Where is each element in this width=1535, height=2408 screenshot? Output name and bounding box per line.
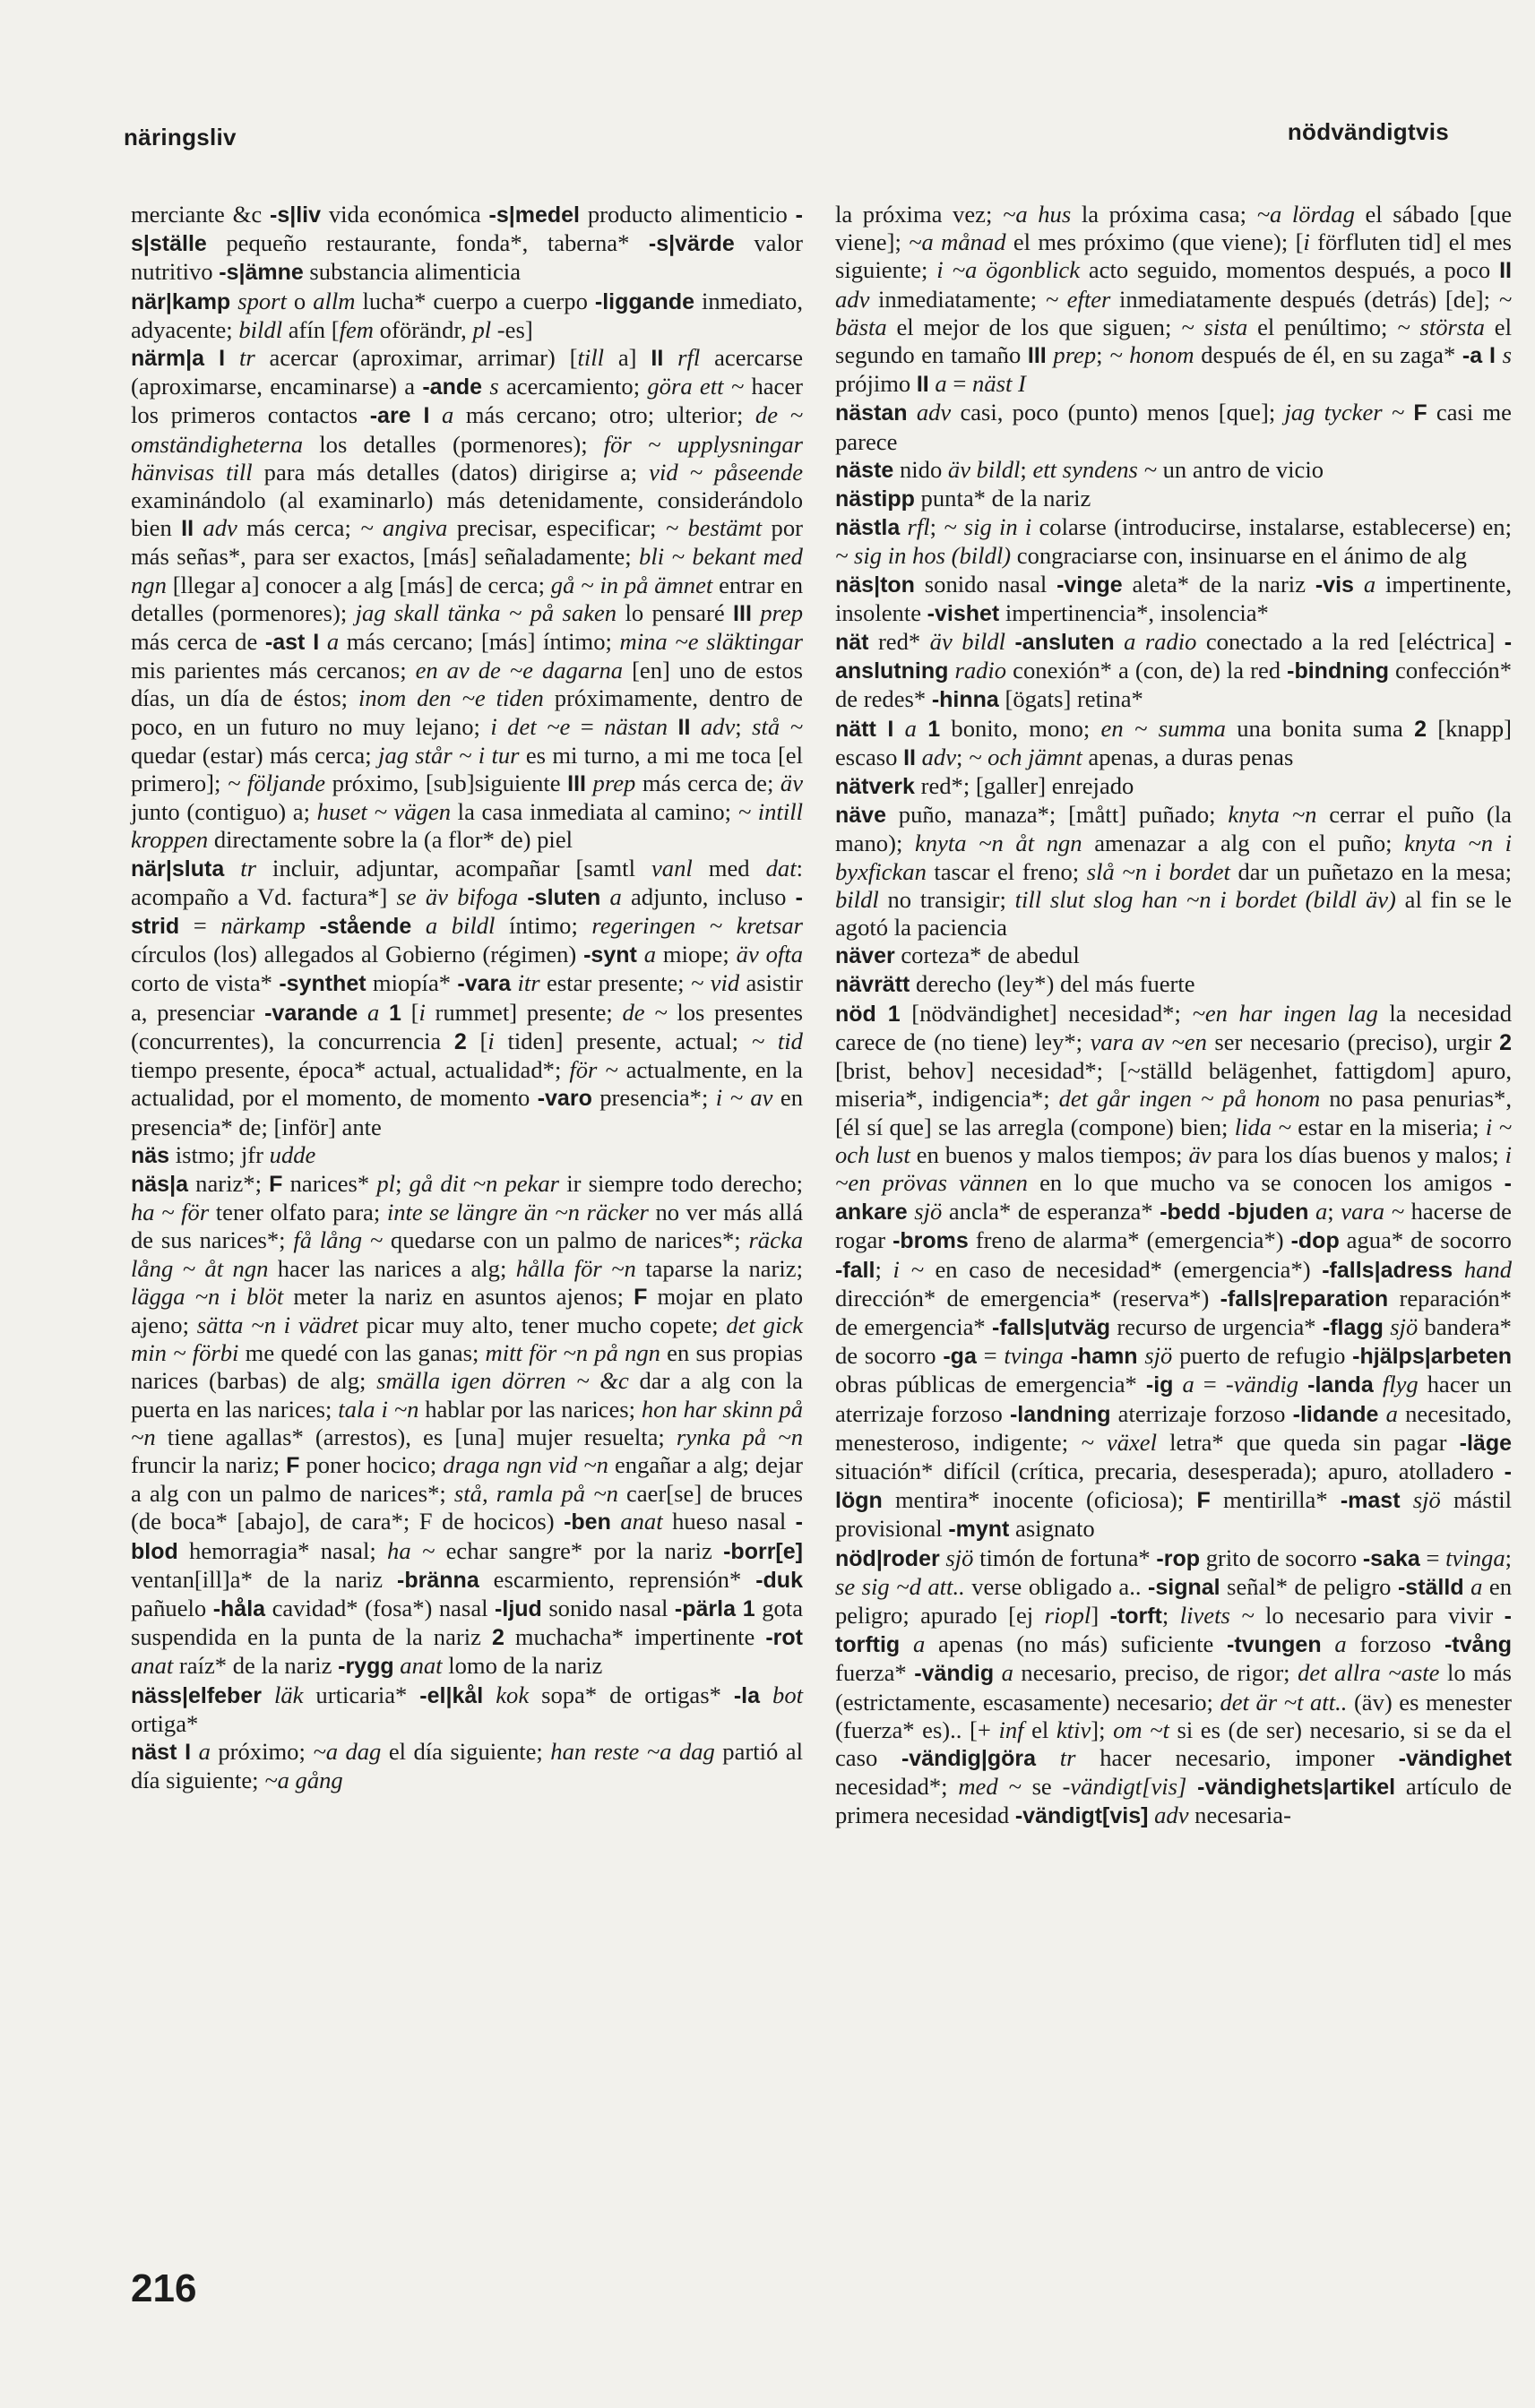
dictionary-entry: nävrätt derecho (ley*) del más fuerte [835, 970, 1195, 998]
dictionary-entry: nästla rfl; ~ sig in i colarse (introducirse, instalarse, establecerse) en; ~ sig in hos (bildl) congraciarse con, insinuarse en el ánimo de alg [835, 513, 1512, 570]
dictionary-entry: nästipp punta* de la nariz [835, 485, 1091, 512]
dictionary-entry: nöd|roder sjö timón de fortuna* -rop grito de socorro -saka = tvinga; se sig ~d att.. verse obligado a.. -signal señal* de peligro -ställd a en peligro; apurado [ej riopl] -torft; livets ~ lo necesario para vivir -torftig a apenas (no más) suficiente -tvungen a forzoso -tvång fuerza* -vändig a necesario, preciso, de rigor; det allra ~aste lo más (estrictamente, escasamente) necesario; det är ~t att.. (äv) es menester (fuerza* es).. [+ inf el ktiv]; om ~t si es (de ser) necesario, si se da el caso -vändig|göra tr hacer necesario, imponer -vändighet necesidad*; med ~ se -vändigt[vis] -vändighets|artikel artículo de primera necesidad -vändigt[vis] adv necesaria- [835, 1544, 1513, 1829]
dictionary-entry: näs istmo; jfr udde [131, 1140, 316, 1168]
dictionary-entry: när|kamp sport o allm lucha* cuerpo a cuerpo -liggande inmediato, adyacente; bildl afín [fem oförändr, pl -es] [131, 287, 803, 343]
right-column [835, 201, 1512, 1831]
dictionary-entry: nästan adv casi, poco (punto) menos [que]; jag tycker ~ F casi me parece [835, 399, 1512, 455]
page-number: 216 [131, 2266, 197, 2310]
dictionary-entry: näver corteza* de abedul [835, 942, 1080, 969]
dictionary-entry: la próxima vez; ~a hus la próxima casa; ~a lördag el sábado [que viene]; ~a månad el mes próximo (que viene); [i förfluten tid] el mes siguiente; i ~a ögonblick acto seguido, momentos después, a poco II adv inmediatamente; ~ efter inmediatamente después (detrás) [de]; ~ bästa el mejor de los que siguen; ~ sista el penúltimo; ~ största el segundo en tamaño III prep; ~ honom después de él, en su zaga* -a I s prójimo II a = näst I [835, 201, 1513, 398]
dictionary-entry: näs|a nariz*; F narices* pl; gå dit ~n pekar ir siempre todo derecho; ha ~ för tener olfato para; inte se längre än ~n räcker no ver más allá de sus narices*; få lång ~ quedarse con un palmo de narices*; räcka lång ~ åt ngn hacer las narices a alg; hålla för ~n taparse la nariz; lägga ~n i blöt meter la nariz en asuntos ajenos; F mojar en plato ajeno; sätta ~n i vädret picar muy alto, tener mucho copete; det gick min ~ förbi me quedé con las ganas; mitt för ~n på ngn en sus propias narices (barbas) de alg; smälla igen dörren ~ &c dar a alg con la puerta en las narices; tala i ~n hablar por las narices; hon har skinn på ~n tiene agallas* (arrestos), es [una] mujer resuelta; rynka på ~n fruncir la nariz; F poner hocico; draga ngn vid ~n engañar a alg; dejar a alg con un palmo de narices*; stå, ramla på ~n caer[se] de bruces (de boca* [abajo], de cara*; F de hocicos) -ben anat hueso nasal -blod hemorragia* nasal; ha ~ echar sangre* por la nariz -borr[e] ventan[ill]a* de la nariz -bränna escarmiento, reprensión* -duk pañuelo -håla cavidad* (fosa*) nasal -ljud sonido nasal -pärla 1 gota suspendida en la punta de la nariz 2 muchacha* impertinente -rot anat raíz* de la nariz -rygg anat lomo de la nariz [131, 1169, 804, 1680]
dictionary-entry: nätt I a 1 bonito, mono; en ~ summa una bonita suma 2 [knapp] escaso II adv; ~ och jämnt apenas, a duras penas [835, 714, 1512, 770]
dictionary-entry: nät red* äv bildl -ansluten a radio conectado a la red [eléctrica] -anslutning radio conexión* a (con, de) la red -bindning confección* de redes* -hinna [ögats] retina* [835, 628, 1513, 713]
dictionary-entry: merciante &c -s|liv vida económica -s|medel producto alimenticio -s|ställe pequeño restaurante, fonda*, taberna* -s|värde valor nutritivo -s|ämne substancia alimenticia [131, 201, 803, 286]
dictionary-entry: näve puño, manaza*; [mått] puñado; knyta ~n cerrar el puño (la mano); knyta ~n åt ngn amenazar a alg con el puño; knyta ~n i byxfickan tascar el freno; slå ~n i bordet dar un puñetazo en la mesa; bildl no transigir; till slut slog han ~n i bordet (bildl äv) al fin se le agotó la paciencia [835, 801, 1512, 942]
dictionary-entry: näst I a próximo; ~a dag el día siguiente; han reste ~a dag partió al día siguiente; ~a gång [131, 1737, 803, 1794]
dictionary-entry: näs|ton sonido nasal -vinge aleta* de la nariz -vis a impertinente, insolente -vishet impertinencia*, insolencia* [835, 570, 1513, 626]
dictionary-entry: nöd 1 [nödvändighet] necesidad*; ~en har ingen lag la necesidad carece de (no tiene) ley*; vara av ~en ser necesario (preciso), urgir 2 [brist, behov] necesidad*; [~ställd belägenhet, fattigdom] apuro, miseria*, indigencia*; det går ingen ~ på honom no pasa penurias*, [él sí que] se las arregla (compone) bien; lida ~ estar en la miseria; i ~ och lust en buenos y malos tiempos; äv para los días buenos y malos; i ~en prövas vännen en lo que mucho va se conocen los amigos -ankare sjö ancla* de esperanza* -bedd -bjuden a; vara ~ hacerse de rogar -broms freno de alarma* (emergencia*) -dop agua* de socorro -fall; i ~ en caso de necesidad* (emergencia*) -falls|adress hand dirección* de emergencia* (reserva*) -falls|reparation reparación* de emergencia* -falls|utväg recurso de urgencia* -flagg sjö bandera* de socorro -ga = tvinga -hamn sjö puerto de refugio -hjälps|arbeten obras públicas de emergencia* -ig a = -vändig -landa flyg hacer un aterrizaje forzoso -landning aterrizaje forzoso -lidande a necesitado, menesteroso, indigente; ~ växel letra* que queda sin pagar -läge situación* difícil (crítica, precaria, desesperada); apuro, atolladero -lögn mentira* inocente (oficiosa); F mentirilla* -mast sjö mástil provisional -mynt asignato [835, 999, 1513, 1543]
dictionary-entry: näss|elfeber läk urticaria* -el|kål kok sopa* de ortigas* -la bot ortiga* [131, 1681, 804, 1737]
dictionary-entry: närm|a I tr acercar (aproximar, arrimar) [till a] II rfl acercarse (aproximarse, encaminarse) a -ande s acercamiento; göra ett ~ hacer los primeros contactos -are I a más cercano; otro; ulterior; de ~ omständigheterna los detalles (pormenores); för ~ upplysningar hänvisas till para más detalles (datos) dirigirse a; vid ~ påseende examinándolo (al examinarlo) más detenidamente, considerándolo bien II adv más cerca; ~ angiva precisar, especificar; ~ bestämt por más señas*, para ser exactos, [más] señaladamente; bli ~ bekant med ngn [llegar a] conocer a alg [más] de cerca; gå ~ in på ämnet entrar en detalles (pormenores); jag skall tänka ~ på saken lo pensaré III prep más cerca de -ast I a más cercano; [más] íntimo; mina ~e släktingar mis parientes más cercanos; en av de ~e dagarna [en] uno de estos días, un día de éstos; inom den ~e tiden próximamente, dentro de poco, en un futuro no muy lejano; i det ~e = nästan II adv; stå ~ quedar (estar) más cerca; jag står ~ i tur es mi turno, a mi me toca [el primero]; ~ följande próximo, [sub]siguiente III prep más cerca de; äv junto (contiguo) a; huset ~ vägen la casa inmediata al camino; ~ intill kroppen directamente sobre la (a flor* de) piel [131, 344, 804, 854]
guide-word-right: nödvändigtvis [1287, 118, 1449, 145]
left-column [131, 201, 803, 1794]
dictionary-entry: när|sluta tr incluir, adjuntar, acompañar [samtl vanl med dat: acompaño a Vd. factura*] se äv bifoga -sluten a adjunto, incluso -strid = närkamp -stående a bildl íntimo; regeringen ~ kretsar círculos (los) allegados al Gobierno (régimen) -synt a miope; äv ofta corto de vista* -synthet miopía* -vara itr estar presente; ~ vid asistir a, presenciar -varande a 1 [i rummet] presente; de ~ los presentes (concurrentes), la concurrencia 2 [i tiden] presente, actual; ~ tid tiempo presente, época* actual, actualidad*; för ~ actualmente, en la actualidad, por el momento, de momento -varo presencia*; i ~ av en presencia* de; [inför] ante [131, 854, 804, 1140]
dictionary-entry: nätverk red*; [galler] enrejado [835, 772, 1134, 800]
dictionary-entry: näste nido äv bildl; ett syndens ~ un antro de vicio [835, 455, 1324, 483]
guide-word-left: näringsliv [124, 124, 237, 150]
